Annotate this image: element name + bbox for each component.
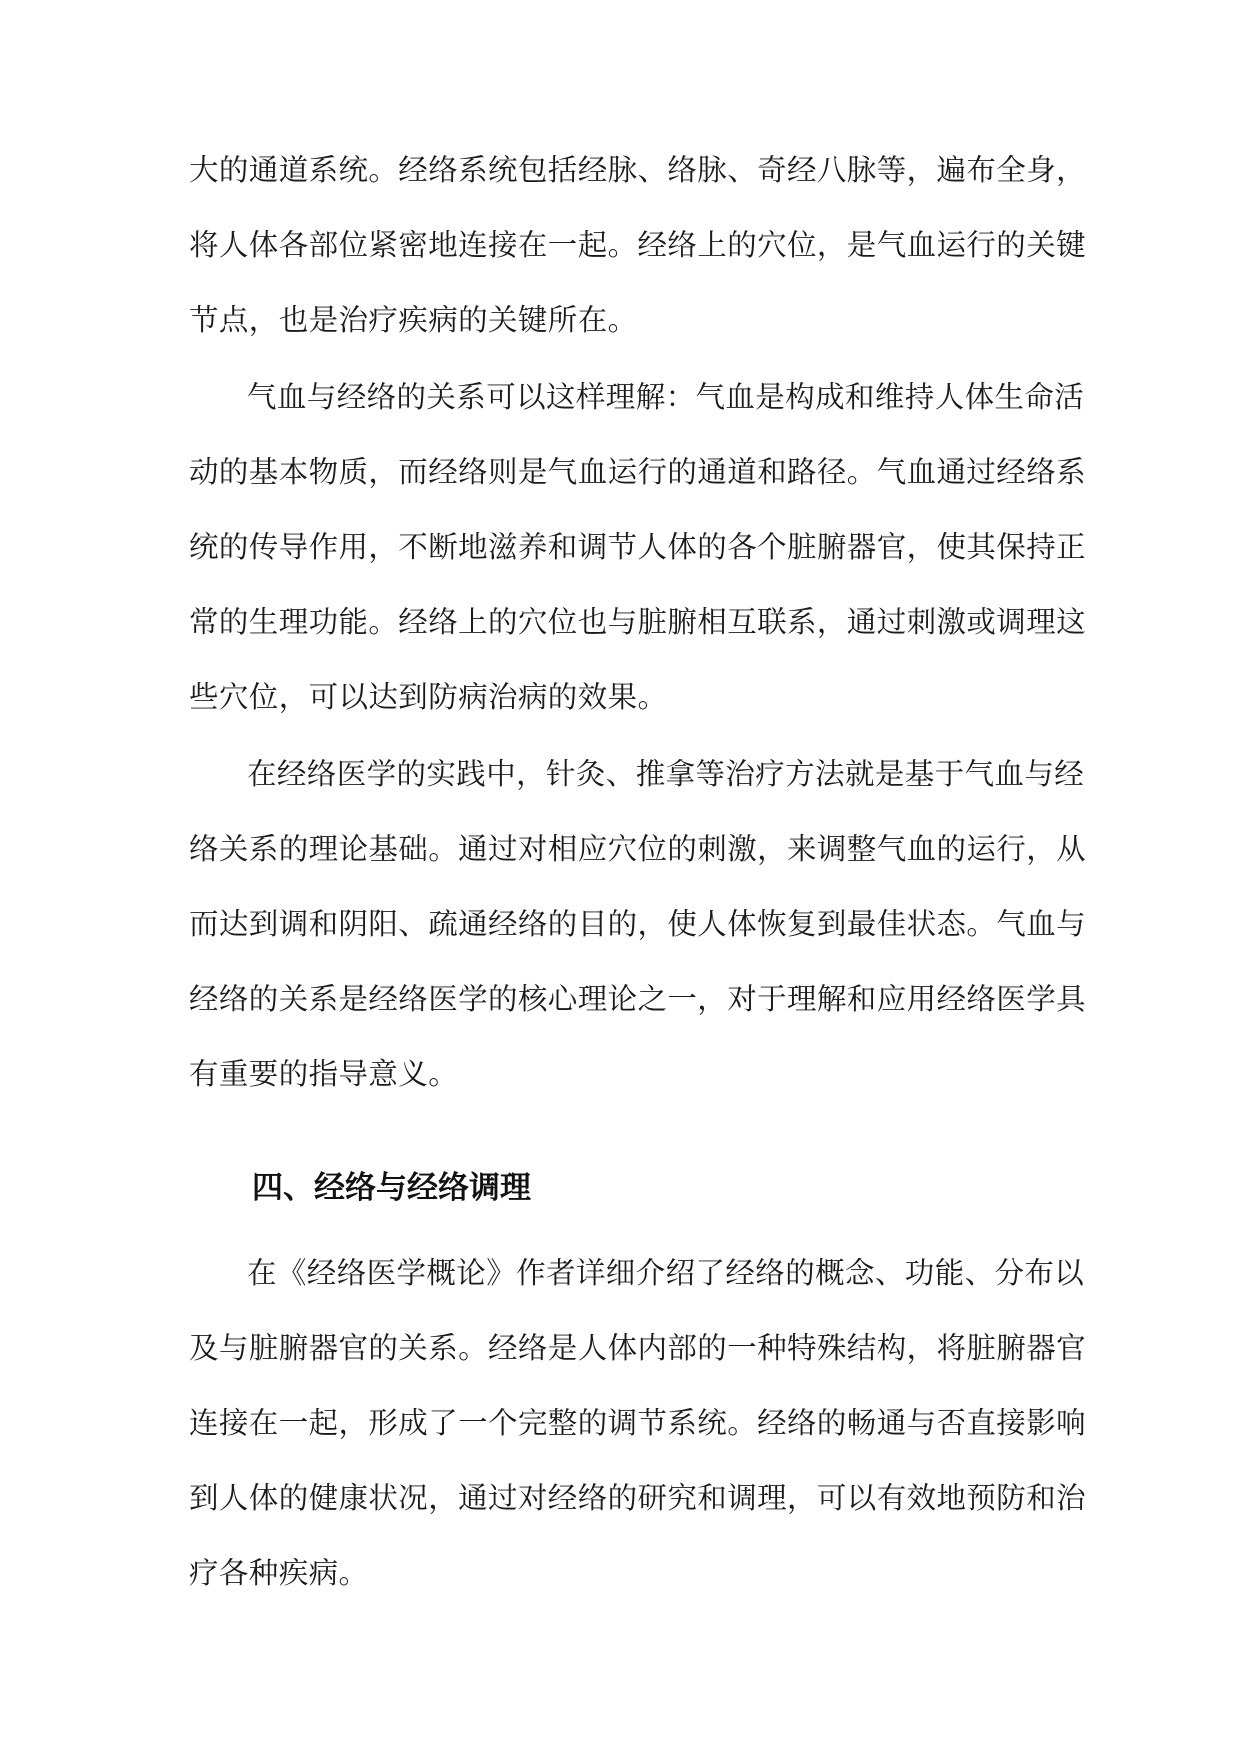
paragraph-4-line-4: 到人体的健康状况，通过对经络的研究和调理，可以有效地预防和治	[189, 1481, 1087, 1515]
section-heading: 四、经络与经络调理	[252, 1170, 531, 1206]
paragraph-3-line-1: 在经络医学的实践中，针灸、推拿等治疗方法就是基于气血与经	[247, 757, 1085, 791]
paragraph-3-line-4: 经络的关系是经络医学的核心理论之一，对于理解和应用经络医学具	[189, 982, 1087, 1016]
paragraph-2-line-3: 统的传导作用，不断地滋养和调节人体的各个脏腑器官，使其保持正	[189, 530, 1087, 564]
paragraph-4-line-5: 疗各种疾病。	[189, 1556, 369, 1590]
paragraph-2-line-1: 气血与经络的关系可以这样理解：气血是构成和维持人体生命活	[247, 380, 1085, 414]
paragraph-4-line-2: 及与脏腑器官的关系。经络是人体内部的一种特殊结构，将脏腑器官	[189, 1331, 1087, 1365]
paragraph-3-line-5: 有重要的指导意义。	[189, 1057, 459, 1091]
paragraph-3-line-3: 而达到调和阴阳、疏通经络的目的，使人体恢复到最佳状态。气血与	[189, 907, 1087, 941]
paragraph-2-line-2: 动的基本物质，而经络则是气血运行的通道和路径。气血通过经络系	[189, 455, 1087, 489]
paragraph-1-line-1: 大的通道系统。经络系统包括经脉、络脉、奇经八脉等，遍布全身，	[189, 153, 1087, 187]
paragraph-1-line-3: 节点，也是治疗疾病的关键所在。	[189, 303, 638, 337]
paragraph-4-line-1: 在《经络医学概论》作者详细介绍了经络的概念、功能、分布以	[247, 1256, 1085, 1290]
paragraph-3-line-2: 络关系的理论基础。通过对相应穴位的刺激，来调整气血的运行，从	[189, 832, 1087, 866]
paragraph-2-line-5: 些穴位，可以达到防病治病的效果。	[189, 680, 668, 714]
paragraph-2-line-4: 常的生理功能。经络上的穴位也与脏腑相互联系，通过刺激或调理这	[189, 605, 1087, 639]
paragraph-1-line-2: 将人体各部位紧密地连接在一起。经络上的穴位，是气血运行的关键	[189, 228, 1087, 262]
paragraph-4-line-3: 连接在一起，形成了一个完整的调节系统。经络的畅通与否直接影响	[189, 1406, 1087, 1440]
